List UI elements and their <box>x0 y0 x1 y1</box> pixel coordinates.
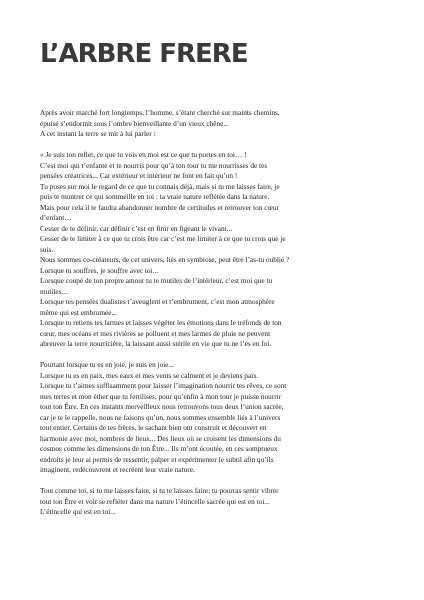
text-line: Cesser de te définir, car définir c’est en finir en figeant le vivant... <box>40 223 233 233</box>
text-line: cosmos comme les dimensions de ton Être... Ils m’ont écoutée, en ces somptueux <box>40 444 278 453</box>
text-line: Lorsque tes pensées dualistes t’aveuglent et t’embrument, c’est mon atmosphère <box>40 297 275 306</box>
text-line: tout ton Être. En ces instants merveilleux nous retrouvons tous deux l’union sacrée, <box>40 402 284 411</box>
text-line: puis te montrer ce qui sommeille en toi : ta vraie nature reflétée dans la nature. <box>40 192 270 201</box>
text-line: Tu poses sur moi le regard de ce que tu connais déjà, mais si tu me laisses faire, je <box>40 181 280 191</box>
text-line: A cet instant la terre se mit à lui parler : <box>40 129 156 138</box>
text-line: tout entier. Certains de tes frères, le sachant bien ont construit et découvert en <box>40 423 267 432</box>
paragraph <box>40 360 390 476</box>
text-line: Lorsque tu retiens tes larmes et laisses végéter les émotions dans le tréfonds de ton <box>40 318 282 327</box>
text-line: Mais pour cela il te faudra abandonner nombre de certitudes et retrouver ton cœur <box>40 202 279 212</box>
text-line: Lorsque coupé de ton propre amour tu te mutiles de l’intérieur, c’est moi que tu <box>40 276 273 285</box>
text-line: Pourtant lorsque tu es en joie, je suis en joie... <box>40 360 174 369</box>
text-line: Tout comme toi, si tu me laisses faire, si tu te laisses faire; tu pourras sentir vibrer <box>40 486 279 495</box>
text-line: Nous sommes co-créateurs, de cet univers, liés en symbiose, peut être l’as-tu oublié ? <box>40 255 290 264</box>
text-line: Lorsque tu es en paix, mes eaux et mes vents se calment et je deviens paix. <box>40 370 259 380</box>
text-line: cœur, mes océans et mes rivières se polluent et mes larmes de pluie ne peuvent <box>40 328 271 338</box>
text-line: pensées créatrices... Car extérieur et intérieur ne font en fait qu’un ! <box>40 171 238 180</box>
text-line: d’enfant… <box>40 213 72 222</box>
text-line: car je te le rappelle, nous ne faisons qu’un, nous sommes ensemble liés à l’univers <box>40 412 281 422</box>
paragraph <box>40 108 390 140</box>
text-line: harmonie avec moi, nombres de lieux... Des lieux où se croisent les dimensions du <box>40 433 281 443</box>
text-line: Lorsque tu souffres, je souffre avec toi... <box>40 265 159 275</box>
text-line: tout ton Être et voir se refléter dans ma nature l’étincelle sacrée qui est en toi... <box>40 496 270 506</box>
text-line: mutiles... <box>40 286 67 296</box>
paragraph-gap <box>40 476 390 487</box>
body-text <box>40 108 390 518</box>
text-line: abreuver la terre nourricière, la laissant aussi stérile en vie que tu ne l’es en foi. <box>40 339 272 348</box>
paragraph-gap <box>40 350 390 361</box>
text-line: imaginent, redécouvrent et recréent leur vraie nature. <box>40 465 195 474</box>
text-line: « Je suis ton reflet, ce que tu vois en moi est ce que tu portes en toi… ! <box>40 150 247 159</box>
text-line: mes terres et mon éther que tu fertilises, pour qu’enfin à mon tour je puisse nourrir <box>40 391 282 401</box>
text-line: Cesser de te limiter à ce que tu crois être car c’est me limiter à ce que tu crois que je <box>40 234 286 243</box>
text-line: C’est moi qui t’enfante et te nourris pour qu’à ton tour tu me nourrisses de tes <box>40 160 268 170</box>
paragraph <box>40 486 390 518</box>
text-line: endroits je leur ai permis de ressentir, palper et expérimenter le subtil afin qu’ils <box>40 454 274 464</box>
text-line: Lorsque tu t’aimes suffisamment pour laisser l’imagination nourrir tes rêves, ce sont <box>40 381 287 390</box>
text-line: L’étincelle qui est en toi... <box>40 507 116 516</box>
paragraph <box>40 150 390 350</box>
text-line: même qui est embrumée... <box>40 307 117 317</box>
page-title: L’ARBRE FRERE <box>40 39 248 69</box>
text-line: suis. <box>40 244 54 254</box>
text-line: épuisé s’endormit sous l’ombre bienveillante d’un vieux chêne... <box>40 118 229 128</box>
text-line: Après avoir marché fort longtemps, l’homme, s’étant cherché sur maints chemins, <box>40 108 280 117</box>
paragraph-gap <box>40 140 390 151</box>
